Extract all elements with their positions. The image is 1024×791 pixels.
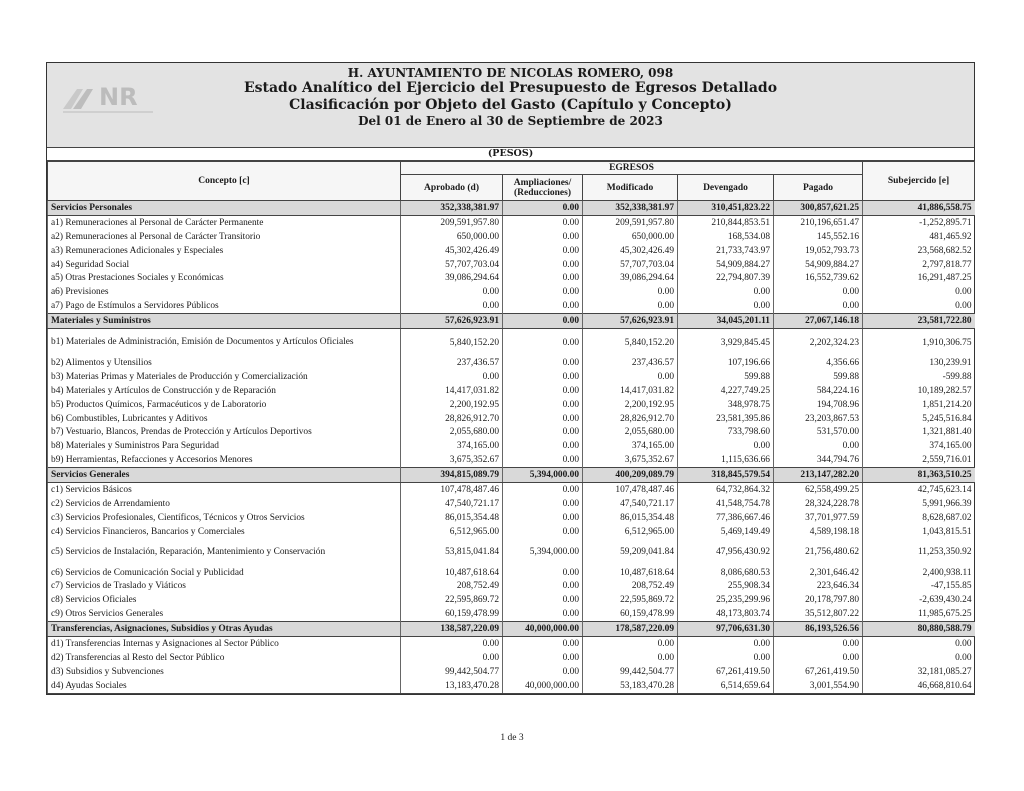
- amount-cell: 10,487,618.64: [583, 566, 678, 580]
- table-row: [48, 525, 975, 539]
- amount-cell: 0.00: [401, 299, 503, 313]
- amount-cell: 0.00: [583, 285, 678, 299]
- amount-cell: 0.00: [503, 215, 583, 229]
- amount-cell: 11,253,350.92: [863, 539, 975, 566]
- amount-cell: 3,675,352.67: [401, 453, 503, 467]
- amount-cell: 57,707,703.04: [401, 258, 503, 272]
- amount-cell: 47,540,721.17: [401, 497, 503, 511]
- amount-cell: 3,929,845.45: [678, 329, 774, 357]
- amount-cell: 178,587,220.09: [583, 622, 678, 637]
- amount-cell: 650,000.00: [583, 230, 678, 244]
- table-row: [48, 453, 975, 467]
- amount-cell: 0.00: [503, 299, 583, 313]
- amount-cell: 0.00: [863, 651, 975, 665]
- amount-cell: 0.00: [503, 201, 583, 216]
- amount-cell: 0.00: [401, 637, 503, 651]
- amount-cell: 4,356.66: [774, 356, 863, 370]
- amount-cell: 2,055,680.00: [401, 425, 503, 439]
- amount-cell: 374,165.00: [863, 439, 975, 453]
- amount-cell: -599.88: [863, 370, 975, 384]
- table-row: [48, 299, 975, 313]
- amount-cell: 2,400,938.11: [863, 566, 975, 580]
- col-paid: Pagado: [774, 175, 863, 201]
- amount-cell: 19,052,793.73: [774, 244, 863, 258]
- amount-cell: 0.00: [503, 593, 583, 607]
- amount-cell: 5,840,152.20: [401, 329, 503, 357]
- col-approved: Aprobado (d): [401, 175, 503, 201]
- amount-cell: 0.00: [583, 651, 678, 665]
- amount-cell: 0.00: [503, 314, 583, 329]
- amount-cell: 34,045,201.11: [678, 314, 774, 329]
- amount-cell: 374,165.00: [583, 439, 678, 453]
- amount-cell: 57,707,703.04: [583, 258, 678, 272]
- amount-cell: 5,394,000.00: [503, 468, 583, 483]
- concept-cell: c4) Servicios Financieros, Bancarios y Comerciales: [48, 525, 401, 539]
- amount-cell: 35,512,807.22: [774, 607, 863, 621]
- table-row: [48, 665, 975, 679]
- concept-cell: a3) Remuneraciones Adicionales y Especiales: [48, 244, 401, 258]
- amount-cell: 0.00: [678, 439, 774, 453]
- amount-cell: 2,301,646.42: [774, 566, 863, 580]
- amount-cell: 352,338,381.97: [401, 201, 503, 216]
- concept-cell: c9) Otros Servicios Generales: [48, 607, 401, 621]
- amount-cell: 62,558,499.25: [774, 483, 863, 497]
- concept-cell: b1) Materiales de Administración, Emisión de Documentos y Artículos Oficiales: [48, 329, 401, 357]
- amount-cell: 6,512,965.00: [583, 525, 678, 539]
- table-row: [48, 285, 975, 299]
- concept-cell: c2) Servicios de Arrendamiento: [48, 497, 401, 511]
- table-row: [48, 271, 975, 285]
- amount-cell: 8,086,680.53: [678, 566, 774, 580]
- chapter-row: [48, 314, 975, 329]
- amount-cell: 1,321,881.40: [863, 425, 975, 439]
- table-row: [48, 651, 975, 665]
- entity-name: H. AYUNTAMIENTO DE NICOLAS ROMERO, 098: [347, 66, 674, 80]
- amount-cell: 47,540,721.17: [583, 497, 678, 511]
- col-adjustments: Ampliaciones/ (Reducciones): [503, 175, 583, 201]
- concept-cell: b7) Vestuario, Blancos, Prendas de Protección y Artículos Deportivos: [48, 425, 401, 439]
- amount-cell: 0.00: [503, 566, 583, 580]
- amount-cell: 22,595,869.72: [583, 593, 678, 607]
- table-row: [48, 439, 975, 453]
- table-row: [48, 412, 975, 426]
- table-row: [48, 539, 975, 566]
- col-concept: Concepto [c]: [48, 162, 401, 201]
- amount-cell: 64,732,864.32: [678, 483, 774, 497]
- amount-cell: 0.00: [678, 637, 774, 651]
- amount-cell: 77,386,667.46: [678, 511, 774, 525]
- amount-cell: 599.88: [678, 370, 774, 384]
- amount-cell: 0.00: [774, 439, 863, 453]
- amount-cell: 352,338,381.97: [583, 201, 678, 216]
- amount-cell: 310,451,823.22: [678, 201, 774, 216]
- amount-cell: -1,252,895.71: [863, 215, 975, 229]
- amount-cell: -2,639,430.24: [863, 593, 975, 607]
- table-row: [48, 566, 975, 580]
- amount-cell: 67,261,419.50: [774, 665, 863, 679]
- amount-cell: 2,200,192.95: [583, 398, 678, 412]
- amount-cell: 13,183,470.28: [401, 679, 503, 693]
- amount-cell: 107,196.66: [678, 356, 774, 370]
- amount-cell: 0.00: [401, 370, 503, 384]
- concept-cell: b2) Alimentos y Utensilios: [48, 356, 401, 370]
- table-row: [48, 679, 975, 693]
- amount-cell: 145,552.16: [774, 230, 863, 244]
- concept-cell: a5) Otras Prestaciones Sociales y Económicas: [48, 271, 401, 285]
- amount-cell: 0.00: [503, 483, 583, 497]
- concept-cell: b8) Materiales y Suministros Para Seguridad: [48, 439, 401, 453]
- amount-cell: 45,302,426.49: [583, 244, 678, 258]
- amount-cell: 237,436.57: [401, 356, 503, 370]
- concept-cell: d1) Transferencias Internas y Asignaciones al Sector Público: [48, 637, 401, 651]
- amount-cell: 318,845,579.54: [678, 468, 774, 483]
- amount-cell: 28,826,912.70: [401, 412, 503, 426]
- amount-cell: 48,173,803.74: [678, 607, 774, 621]
- amount-cell: 23,568,682.52: [863, 244, 975, 258]
- amount-cell: 209,591,957.80: [583, 215, 678, 229]
- amount-cell: 22,595,869.72: [401, 593, 503, 607]
- amount-cell: 531,570.00: [774, 425, 863, 439]
- col-accrued: Devengado: [678, 175, 774, 201]
- amount-cell: 0.00: [503, 384, 583, 398]
- amount-cell: 42,745,623.14: [863, 483, 975, 497]
- amount-cell: 0.00: [503, 412, 583, 426]
- amount-cell: 6,514,659.64: [678, 679, 774, 693]
- table-row: [48, 384, 975, 398]
- table-row: [48, 483, 975, 497]
- amount-cell: 0.00: [503, 258, 583, 272]
- report-header: [47, 63, 974, 148]
- amount-cell: 57,626,923.91: [401, 314, 503, 329]
- concept-cell: a1) Remuneraciones al Personal de Carácter Permanente: [48, 215, 401, 229]
- col-group-egresos: EGRESOS: [401, 162, 863, 175]
- col-modified: Modificado: [583, 175, 678, 201]
- amount-cell: 3,001,554.90: [774, 679, 863, 693]
- concept-cell: c8) Servicios Oficiales: [48, 593, 401, 607]
- amount-cell: 23,581,395.86: [678, 412, 774, 426]
- svg-text:NR: NR: [99, 83, 138, 111]
- amount-cell: 0.00: [503, 398, 583, 412]
- concept-cell: a4) Seguridad Social: [48, 258, 401, 272]
- amount-cell: 47,956,430.92: [678, 539, 774, 566]
- amount-cell: 32,181,085.27: [863, 665, 975, 679]
- concept-cell: b9) Herramientas, Refacciones y Accesorios Menores: [48, 453, 401, 467]
- report-sheet: [46, 62, 975, 695]
- amount-cell: 16,552,739.62: [774, 271, 863, 285]
- amount-cell: 0.00: [503, 651, 583, 665]
- amount-cell: 209,591,957.80: [401, 215, 503, 229]
- amount-cell: 41,886,558.75: [863, 201, 975, 216]
- amount-cell: 25,235,299.96: [678, 593, 774, 607]
- amount-cell: 10,189,282.57: [863, 384, 975, 398]
- concept-cell: b5) Productos Químicos, Farmacéuticos y de Laboratorio: [48, 398, 401, 412]
- amount-cell: 237,436.57: [583, 356, 678, 370]
- amount-cell: 0.00: [503, 497, 583, 511]
- amount-cell: 0.00: [503, 525, 583, 539]
- concept-cell: Transferencias, Asignaciones, Subsidios y Otras Ayudas: [48, 622, 401, 637]
- amount-cell: 81,363,510.25: [863, 468, 975, 483]
- amount-cell: 5,394,000.00: [503, 539, 583, 566]
- amount-cell: 1,043,815.51: [863, 525, 975, 539]
- concept-cell: a6) Previsiones: [48, 285, 401, 299]
- amount-cell: -47,155.85: [863, 579, 975, 593]
- amount-cell: 223,646.34: [774, 579, 863, 593]
- chapter-row: [48, 622, 975, 637]
- amount-cell: 99,442,504.77: [583, 665, 678, 679]
- amount-cell: 0.00: [503, 439, 583, 453]
- amount-cell: 210,196,651.47: [774, 215, 863, 229]
- amount-cell: 86,015,354.48: [583, 511, 678, 525]
- amount-cell: 348,978.75: [678, 398, 774, 412]
- amount-cell: 67,261,419.50: [678, 665, 774, 679]
- amount-cell: 5,245,516.84: [863, 412, 975, 426]
- table-row: [48, 258, 975, 272]
- concept-cell: b4) Materiales y Artículos de Construcción y de Reparación: [48, 384, 401, 398]
- amount-cell: 8,628,687.02: [863, 511, 975, 525]
- amount-cell: 733,798.60: [678, 425, 774, 439]
- amount-cell: 40,000,000.00: [503, 679, 583, 693]
- amount-cell: 0.00: [401, 651, 503, 665]
- amount-cell: 20,178,797.80: [774, 593, 863, 607]
- amount-cell: 0.00: [503, 230, 583, 244]
- amount-cell: 0.00: [863, 299, 975, 313]
- concept-cell: c3) Servicios Profesionales, Científicos, Técnicos y Otros Servicios: [48, 511, 401, 525]
- amount-cell: 0.00: [583, 637, 678, 651]
- amount-cell: 27,067,146.18: [774, 314, 863, 329]
- amount-cell: 208,752.49: [583, 579, 678, 593]
- amount-cell: 5,469,149.49: [678, 525, 774, 539]
- chapter-row: [48, 468, 975, 483]
- concept-cell: Materiales y Suministros: [48, 314, 401, 329]
- amount-cell: 57,626,923.91: [583, 314, 678, 329]
- amount-cell: 0.00: [503, 607, 583, 621]
- amount-cell: 138,587,220.09: [401, 622, 503, 637]
- amount-cell: 39,086,294.64: [583, 271, 678, 285]
- amount-cell: 53,183,470.28: [583, 679, 678, 693]
- table-row: [48, 244, 975, 258]
- concept-cell: c5) Servicios de Instalación, Reparación, Mantenimiento y Conservación: [48, 539, 401, 566]
- amount-cell: 0.00: [503, 425, 583, 439]
- amount-cell: 0.00: [583, 299, 678, 313]
- table-row: [48, 215, 975, 229]
- amount-cell: 37,701,977.59: [774, 511, 863, 525]
- amount-cell: 11,985,675.25: [863, 607, 975, 621]
- budget-table: [47, 161, 975, 694]
- amount-cell: 0.00: [863, 285, 975, 299]
- amount-cell: 0.00: [503, 579, 583, 593]
- table-row: [48, 425, 975, 439]
- amount-cell: 86,193,526.56: [774, 622, 863, 637]
- page-number: 1 de 3: [500, 733, 524, 743]
- amount-cell: 21,756,480.62: [774, 539, 863, 566]
- table-body: [48, 201, 975, 694]
- amount-cell: 60,159,478.99: [583, 607, 678, 621]
- amount-cell: 0.00: [863, 637, 975, 651]
- report-title: Estado Analítico del Ejercicio del Presupuesto de Egresos Detallado: [243, 80, 778, 96]
- amount-cell: 23,203,867.53: [774, 412, 863, 426]
- table-row: [48, 593, 975, 607]
- amount-cell: 168,534.08: [678, 230, 774, 244]
- concept-cell: d4) Ayudas Sociales: [48, 679, 401, 693]
- table-row: [48, 370, 975, 384]
- amount-cell: 0.00: [774, 637, 863, 651]
- amount-cell: 0.00: [503, 665, 583, 679]
- amount-cell: 344,794.76: [774, 453, 863, 467]
- amount-cell: 208,752.49: [401, 579, 503, 593]
- amount-cell: 80,880,588.79: [863, 622, 975, 637]
- amount-cell: 28,324,228.78: [774, 497, 863, 511]
- amount-cell: 0.00: [503, 356, 583, 370]
- concept-cell: d3) Subsidios y Subvenciones: [48, 665, 401, 679]
- report-subtitle: Clasificación por Objeto del Gasto (Capítulo y Concepto): [289, 97, 732, 113]
- concept-cell: b3) Materias Primas y Materiales de Producción y Comercialización: [48, 370, 401, 384]
- amount-cell: 23,581,722.80: [863, 314, 975, 329]
- amount-cell: 99,442,504.77: [401, 665, 503, 679]
- amount-cell: 0.00: [503, 271, 583, 285]
- concept-cell: d2) Transferencias al Resto del Sector Público: [48, 651, 401, 665]
- table-row: [48, 497, 975, 511]
- chapter-row: [48, 201, 975, 216]
- amount-cell: 97,706,631.30: [678, 622, 774, 637]
- amount-cell: 59,209,041.84: [583, 539, 678, 566]
- amount-cell: 0.00: [503, 329, 583, 357]
- amount-cell: 481,465.92: [863, 230, 975, 244]
- amount-cell: 2,200,192.95: [401, 398, 503, 412]
- amount-cell: 0.00: [503, 511, 583, 525]
- amount-cell: 0.00: [503, 244, 583, 258]
- amount-cell: 54,909,884.27: [678, 258, 774, 272]
- amount-cell: 650,000.00: [401, 230, 503, 244]
- table-row: [48, 607, 975, 621]
- table-row: [48, 329, 975, 357]
- amount-cell: 107,478,487.46: [583, 483, 678, 497]
- amount-cell: 107,478,487.46: [401, 483, 503, 497]
- amount-cell: 255,908.34: [678, 579, 774, 593]
- concept-cell: c7) Servicios de Traslado y Viáticos: [48, 579, 401, 593]
- amount-cell: 0.00: [583, 370, 678, 384]
- amount-cell: 28,826,912.70: [583, 412, 678, 426]
- table-row: [48, 511, 975, 525]
- amount-cell: 53,815,041.84: [401, 539, 503, 566]
- amount-cell: 46,668,810.64: [863, 679, 975, 693]
- amount-cell: 4,227,749.25: [678, 384, 774, 398]
- concept-cell: b6) Combustibles, Lubricantes y Aditivos: [48, 412, 401, 426]
- concept-cell: c1) Servicios Básicos: [48, 483, 401, 497]
- concept-cell: Servicios Generales: [48, 468, 401, 483]
- amount-cell: 0.00: [503, 370, 583, 384]
- amount-cell: 1,851,214.20: [863, 398, 975, 412]
- amount-cell: 130,239.91: [863, 356, 975, 370]
- table-row: [48, 579, 975, 593]
- amount-cell: 0.00: [401, 285, 503, 299]
- amount-cell: 0.00: [774, 299, 863, 313]
- amount-cell: 2,055,680.00: [583, 425, 678, 439]
- amount-cell: 0.00: [503, 453, 583, 467]
- amount-cell: 39,086,294.64: [401, 271, 503, 285]
- amount-cell: 0.00: [678, 299, 774, 313]
- col-unexercised: Subejercido [e]: [863, 162, 975, 201]
- amount-cell: 86,015,354.48: [401, 511, 503, 525]
- municipality-logo: [59, 77, 179, 117]
- amount-cell: 2,559,716.01: [863, 453, 975, 467]
- amount-cell: 213,147,282.20: [774, 468, 863, 483]
- amount-cell: 45,302,426.49: [401, 244, 503, 258]
- amount-cell: 374,165.00: [401, 439, 503, 453]
- amount-cell: 194,708.96: [774, 398, 863, 412]
- table-row: [48, 230, 975, 244]
- amount-cell: 0.00: [774, 651, 863, 665]
- amount-cell: 2,797,818.77: [863, 258, 975, 272]
- currency-label: (PESOS): [47, 148, 974, 161]
- amount-cell: 54,909,884.27: [774, 258, 863, 272]
- amount-cell: 14,417,031.82: [401, 384, 503, 398]
- amount-cell: 0.00: [503, 285, 583, 299]
- concept-cell: c6) Servicios de Comunicación Social y Publicidad: [48, 566, 401, 580]
- table-row: [48, 398, 975, 412]
- amount-cell: 41,548,754.78: [678, 497, 774, 511]
- amount-cell: 40,000,000.00: [503, 622, 583, 637]
- amount-cell: 1,115,636.66: [678, 453, 774, 467]
- amount-cell: 16,291,487.25: [863, 271, 975, 285]
- amount-cell: 0.00: [503, 637, 583, 651]
- amount-cell: 210,844,853.51: [678, 215, 774, 229]
- amount-cell: 0.00: [678, 285, 774, 299]
- amount-cell: 6,512,965.00: [401, 525, 503, 539]
- concept-cell: a2) Remuneraciones al Personal de Carácter Transitorio: [48, 230, 401, 244]
- amount-cell: 3,675,352.67: [583, 453, 678, 467]
- amount-cell: 14,417,031.82: [583, 384, 678, 398]
- concept-cell: a7) Pago de Estímulos a Servidores Públicos: [48, 299, 401, 313]
- amount-cell: 599.88: [774, 370, 863, 384]
- amount-cell: 22,794,807.39: [678, 271, 774, 285]
- amount-cell: 300,857,621.25: [774, 201, 863, 216]
- amount-cell: 5,991,966.39: [863, 497, 975, 511]
- amount-cell: 584,224.16: [774, 384, 863, 398]
- amount-cell: 0.00: [678, 651, 774, 665]
- report-period: Del 01 de Enero al 30 de Septiembre de 2023: [358, 114, 663, 128]
- amount-cell: 394,815,089.79: [401, 468, 503, 483]
- amount-cell: 4,589,198.18: [774, 525, 863, 539]
- amount-cell: 60,159,478.99: [401, 607, 503, 621]
- amount-cell: 1,910,306.75: [863, 329, 975, 357]
- concept-cell: Servicios Personales: [48, 201, 401, 216]
- amount-cell: 21,733,743.97: [678, 244, 774, 258]
- amount-cell: 10,487,618.64: [401, 566, 503, 580]
- table-row: [48, 637, 975, 651]
- amount-cell: 0.00: [774, 285, 863, 299]
- amount-cell: 2,202,324.23: [774, 329, 863, 357]
- amount-cell: 400,209,089.79: [583, 468, 678, 483]
- amount-cell: 5,840,152.20: [583, 329, 678, 357]
- table-row: [48, 356, 975, 370]
